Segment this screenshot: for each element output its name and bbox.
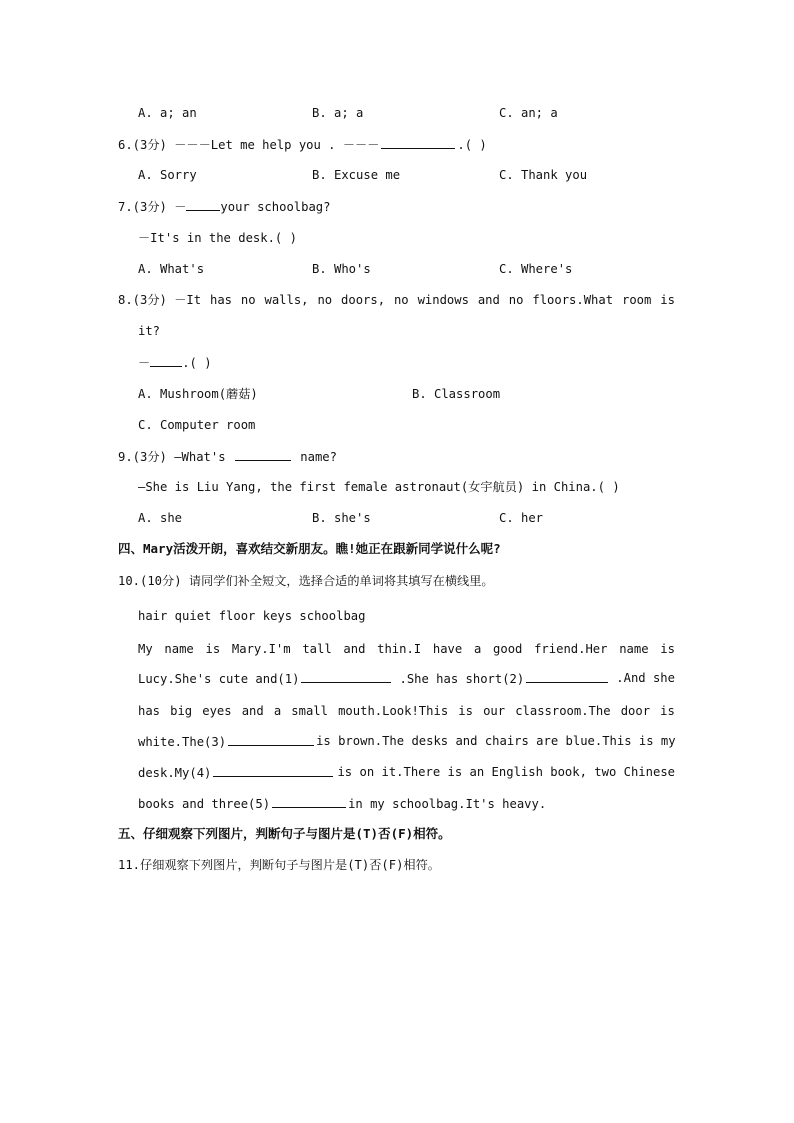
q9-answer-line: –She is Liu Yang, the first female astronaut(女宇航员) in China.( ) xyxy=(138,480,620,494)
q10-p4-text-a xyxy=(138,733,316,750)
q8-line1-word: 8.(3分) －It xyxy=(118,293,202,307)
q10-stem: 10.(10分) 请同学们补全短文，选择合适的单词将其填写在横线里。 xyxy=(118,574,494,588)
q10-blank-5[interactable] xyxy=(272,795,346,808)
q10-p1-word: tall xyxy=(302,642,332,656)
q8-line1-word: has xyxy=(209,293,232,307)
q8-line1-word: room xyxy=(621,293,652,307)
q6-stem-paren: .( ) xyxy=(457,138,487,152)
q10-blank-1[interactable] xyxy=(301,670,391,683)
q9-blank[interactable] xyxy=(235,448,291,461)
q10-blank-3[interactable] xyxy=(228,733,314,746)
q10-p3-word: small xyxy=(291,704,328,718)
q7-answer-line: －It's in the desk.( ) xyxy=(138,231,297,245)
q10-p6a: books and three(5) xyxy=(138,797,271,811)
q10-p2-text-b xyxy=(399,670,610,687)
q8-line1-word: windows xyxy=(417,293,469,307)
q6-blank[interactable] xyxy=(381,136,455,149)
q7-blank[interactable] xyxy=(186,198,220,211)
q8-line1-word: walls, xyxy=(264,293,309,307)
q7-option-c: C. Where's xyxy=(499,262,573,276)
q8-stem-line1 xyxy=(118,292,675,308)
q10-passage-line2 xyxy=(138,670,675,687)
q10-p1-word: My xyxy=(138,642,153,656)
q10-p1-word: a xyxy=(473,642,482,656)
q10-word-bank: hair quiet floor keys schoolbag xyxy=(138,609,366,623)
q5-option-b: B. a; a xyxy=(312,106,364,120)
q8-paren: .( ) xyxy=(182,356,212,370)
q9-stem-text: 9.(3分) –What's xyxy=(118,450,226,464)
q8-answer-line xyxy=(138,354,212,371)
q6-option-a: A. Sorry xyxy=(138,168,197,182)
q10-p5a: desk.My(4) xyxy=(138,766,212,780)
q8-line1-word: doors, xyxy=(341,293,386,307)
q10-p1-word: is xyxy=(205,642,221,656)
q10-passage-line6 xyxy=(138,795,546,812)
q10-p3-word: door xyxy=(620,704,651,718)
q7-stem xyxy=(118,198,330,215)
q10-p1-word: is xyxy=(660,642,675,656)
q10-p2a: Lucy.She's cute and(1) xyxy=(138,672,300,686)
q8-dash: － xyxy=(138,356,151,370)
q8-blank[interactable] xyxy=(150,354,182,367)
q7-stem-rest: your schoolbag? xyxy=(220,200,331,214)
q10-p1-word: name xyxy=(619,642,649,656)
q10-p1-word: Mary.I'm xyxy=(231,642,291,656)
q10-passage-line4 xyxy=(138,733,675,750)
q7-stem-text: 7.(3分) － xyxy=(118,200,187,214)
q10-p4a: white.The(3) xyxy=(138,735,227,749)
q8-option-b: B. Classroom xyxy=(412,387,501,401)
q10-p5b: is on it.There is an English book, two Chinese xyxy=(337,765,675,779)
q9-stem-rest: name? xyxy=(300,450,337,464)
q8-option-a: A. Mushroom(蘑菇) xyxy=(138,387,258,401)
q9-stem xyxy=(118,448,337,465)
q10-passage-line3 xyxy=(138,703,675,719)
q10-p1-word: good xyxy=(493,642,523,656)
q6-stem-text: 6.(3分) －－－Let me help you . －－－ xyxy=(118,138,380,152)
q10-p1-word: name xyxy=(164,642,194,656)
q10-p3-word: is xyxy=(660,704,675,718)
q10-p2b: .She has short(2) xyxy=(399,672,525,686)
q11-stem: 11.仔细观察下列图片，判断句子与图片是(T)否(F)相符。 xyxy=(118,858,440,872)
q10-p5-text-a xyxy=(138,764,335,781)
q8-line1-word: no xyxy=(393,293,409,307)
q8-option-c: C. Computer room xyxy=(138,418,256,432)
section4-title: 四、Mary活泼开朗，喜欢结交新朋友。瞧!她正在跟新同学说什么呢? xyxy=(118,541,501,556)
q10-blank-2[interactable] xyxy=(526,670,608,683)
q5-option-a: A. a; an xyxy=(138,106,197,120)
q10-p1-word: thin.I xyxy=(377,642,422,656)
q10-p1-word: have xyxy=(432,642,463,656)
q8-line1-word: and xyxy=(477,293,500,307)
q7-option-a: A. What's xyxy=(138,262,205,276)
q10-p3-word: big xyxy=(170,704,193,718)
q5-option-c: C. an; a xyxy=(499,106,558,120)
q10-p3-word: a xyxy=(273,704,282,718)
q6-option-b: B. Excuse me xyxy=(312,168,401,182)
q10-p3-word: mouth.Look!This xyxy=(338,704,449,718)
q8-line1-word: no xyxy=(240,293,256,307)
q8-line1-word: no xyxy=(508,293,524,307)
q9-option-a: A. she xyxy=(138,511,183,525)
q9-option-b: B. she's xyxy=(312,511,371,525)
q10-p6b: in my schoolbag.It's heavy. xyxy=(348,797,547,811)
q10-p3-word: classroom.The xyxy=(515,704,611,718)
q9-option-c: C. her xyxy=(499,511,544,525)
q10-p2c: .And she xyxy=(616,671,675,685)
q10-passage-line1 xyxy=(138,641,675,657)
q8-line1-word: is xyxy=(660,293,675,307)
q10-p4b: is brown.The desks and chairs are blue.This is my xyxy=(316,734,676,748)
q10-p1-word: and xyxy=(343,642,366,656)
q10-p2-text-a xyxy=(138,670,393,687)
q10-p3-word: eyes xyxy=(202,704,232,718)
q6-stem xyxy=(118,136,487,153)
q7-option-b: B. Who's xyxy=(312,262,371,276)
q10-p3-word: and xyxy=(241,704,264,718)
q10-p3-word: our xyxy=(483,704,506,718)
q8-line1-word: floors.What xyxy=(532,293,614,307)
q10-p3-word: has xyxy=(138,704,161,718)
q10-p3-word: is xyxy=(458,704,473,718)
q6-option-c: C. Thank you xyxy=(499,168,588,182)
q10-passage-line5 xyxy=(138,764,675,781)
q8-line1-word: no xyxy=(317,293,333,307)
q10-blank-4[interactable] xyxy=(213,764,333,777)
q10-p1-word: friend.Her xyxy=(534,642,608,656)
q8-stem-line2: it? xyxy=(138,324,161,338)
section5-title: 五、仔细观察下列图片，判断句子与图片是(T)否(F)相符。 xyxy=(118,826,451,841)
